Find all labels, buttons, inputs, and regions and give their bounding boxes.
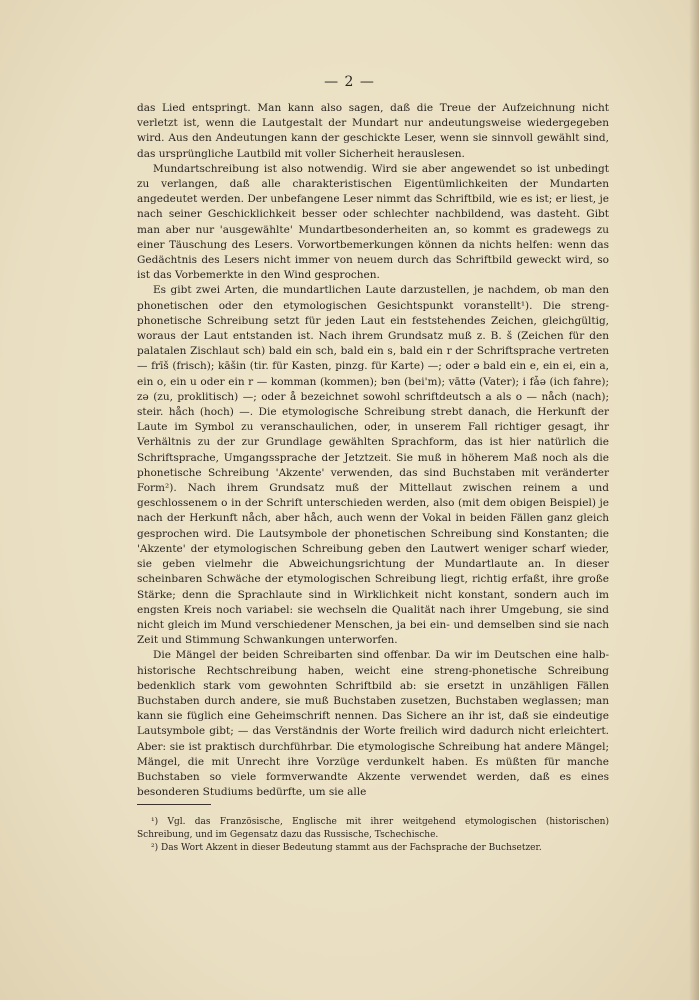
page-edge-shadow: [689, 0, 699, 1000]
footnote-divider: [137, 804, 211, 805]
footnotes: [137, 816, 609, 855]
paragraph: Die Mängel der beiden Schreibarten sind offenbar. Da wir im Deutschen eine halb-historische Rechtschreibung haben, weicht eine streng-phonetische Schreibung bedenklich stark vom gewohnten Schriftbild ab: sie ersetzt in unzähligen Fällen Buchstaben durch andere, sie muß Buchstaben zusetzen, Buchstaben weglassen; man kann sie füglich eine Geheimschrift nennen. Das Sichere an ihr ist, daß sie eindeutige Lautsymbole gibt; — das Verständnis der Worte freilich wird dadurch nicht erleichtert. Aber: sie ist praktisch durchführbar. Die etymologische Schreibung hat andere Mängel; Mängel, die mit Unrecht ihre Vorzüge verdunkelt haben. Es müßten für manche Buchstaben so viele formverwandte Akzente verwendet werden, daß es eines besonderen Studiums bedürfte, um sie alle: [137, 649, 609, 799]
paragraph: Es gibt zwei Arten, die mundartlichen Laute darzustellen, je nachdem, ob man den phonetischen oder den etymologischen Gesichtspunkt voranstellt¹). Die streng-phonetische Schreibung setzt für jeden Laut ein feststehendes Zeichen, gleichgültig, woraus der Laut entstanden ist. Nach ihrem Grundsatz muß z. B. š (Zeichen für den palatalen Zischlaut sch) bald ein sch, bald ein s, bald ein r der Schriftsprache vertreten — frīš (frisch); kāšin (tir. für Kasten, pinzg. für Karte) —; oder ə bald ein e, ein ei, ein a, ein o, ein u oder ein r — komman (kommen); bən (bei'm); vāttə (Vater); i fǡə (ich fahre); zə (zu, proklitisch) —; oder å bezeichnet sowohl schriftdeutsch a als o — nåch (nach); steir. håch (hoch) —. Die etymologische Schreibung strebt danach, die Herkunft der Laute im Symbol zu veranschaulichen, oder, in unserem Fall richtiger gesagt, ihr Verhältnis zu der zur Grundlage gewählten Sprachform, das ist hier natürlich die Schriftsprache, Umgangssprache der Jetztzeit. Sie muß in höherem Maß noch als die phonetische Schreibung 'Akzente' verwenden, das sind Buchstaben mit veränderter Form²). Nach ihrem Grundsatz muß der Mittellaut zwischen reinem a und geschlossenem o in der Schrift unterschieden werden, also (mit dem obigen Beispiel) je nach der Herkunft nåch, aber håch, auch wenn der Vokal in beiden Fällen ganz gleich gesprochen wird. Die Lautsymbole der phonetischen Schreibung sind Konstanten; die 'Akzente' der etymologischen Schreibung geben den Lautwert weniger scharf wieder, sie geben vielmehr die Abweichungsrichtung der Mundartlaute an. In dieser scheinbaren Schwäche der etymologischen Schreibung liegt, richtig erfaßt, ihre große Stärke; denn die Sprachlaute sind in Wirklichkeit nicht konstant, sondern auch im engsten Kreis noch variabel: sie wechseln die Qualität nach ihrer Umgebung, sie sind nicht gleich im Mund verschiedener Menschen, ja bei ein- und demselben sind sie nach Zeit und Stimmung Schwankungen unterworfen.: [137, 284, 609, 647]
page-number: — 2 —: [324, 74, 375, 90]
footnote: ¹) Vgl. das Französische, Englische mit ihrer weitgehend etymologischen (historischen) Schreibung, und im Gegensatz dazu das Russische, Tschechische.: [137, 817, 609, 840]
footnote: ²) Das Wort Akzent in dieser Bedeutung stammt aus der Fachsprache der Buchsetzer.: [151, 843, 542, 853]
paragraph: Mundartschreibung ist also notwendig. Wird sie aber angewendet so ist unbedingt zu verlangen, daß alle charakteristischen Eigentümlichkeiten der Mundarten angedeutet werden. Der unbefangene Leser nimmt das Schriftbild, wie es ist; er liest, je nach seiner Geschicklichkeit besser oder schlechter nachbildend, was dasteht. Gibt man aber nur 'ausgewählte' Mundartbesonderheiten an, so kommt es gradewegs zu einer Täuschung des Lesers. Vorwortbemerkungen können da nichts helfen: wenn das Gedächtnis des Lesers nicht immer von neuem durch das Schriftbild geweckt wird, so ist das Vorbemerkte in den Wind gesprochen.: [137, 162, 609, 282]
body-text: [137, 101, 609, 800]
paragraph: das Lied entspringt. Man kann also sagen, daß die Treue der Aufzeichnung nicht verletzt ist, wenn die Lautgestalt der Mundart nur andeutungsweise wiedergegeben wird. Aus den Andeutungen kann der geschickte Leser, wenn sie sinnvoll gewählt sind, das ursprüngliche Lautbild mit voller Sicherheit herauslesen.: [137, 102, 609, 160]
